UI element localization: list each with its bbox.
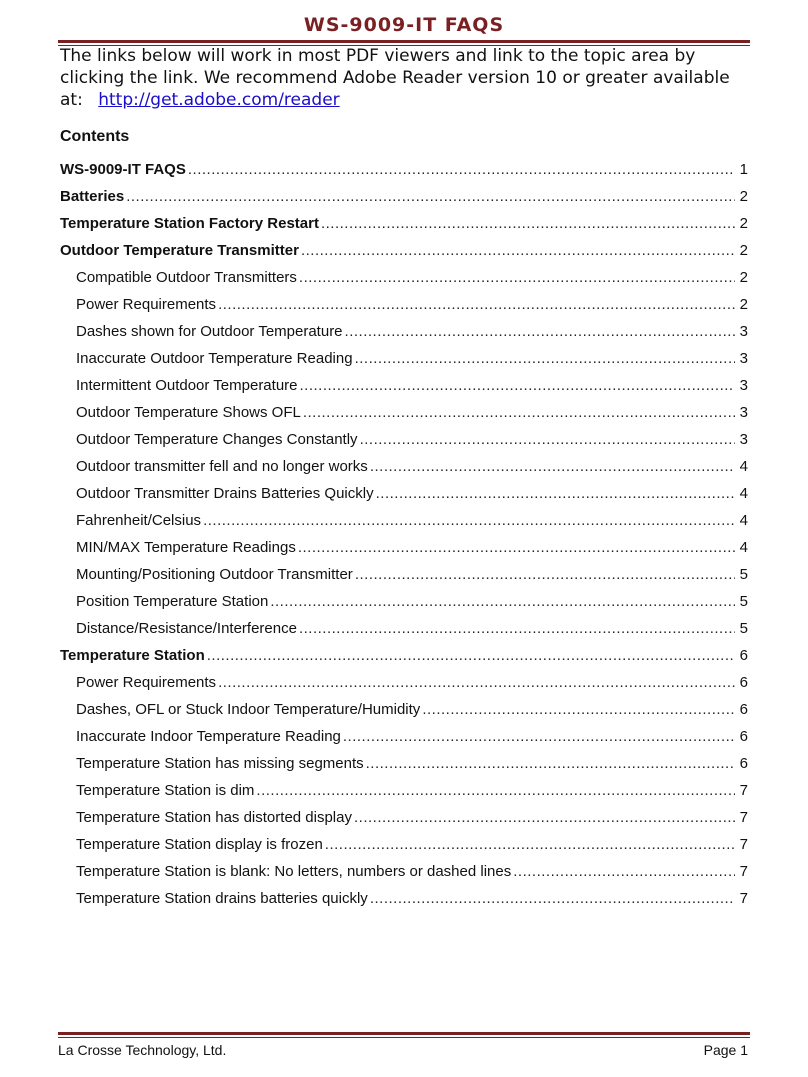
toc-entry[interactable] — [76, 782, 748, 809]
toc-dot-leader — [256, 782, 735, 799]
toc-dot-leader — [299, 269, 735, 286]
toc-entry-page: 2 — [739, 188, 748, 205]
toc-entry[interactable] — [76, 674, 748, 701]
toc-entry[interactable] — [76, 404, 748, 431]
toc-dot-leader — [298, 539, 735, 556]
toc-dot-leader — [321, 215, 735, 232]
toc-entry-page: 6 — [739, 728, 748, 745]
toc-dot-leader — [376, 485, 735, 502]
toc-dot-leader — [300, 377, 736, 394]
toc-entry-title: Temperature Station display is frozen — [76, 836, 323, 853]
toc-entry-page: 7 — [739, 782, 748, 799]
toc-entry[interactable] — [60, 242, 748, 269]
toc-entry[interactable] — [76, 593, 748, 620]
toc-entry-page: 3 — [739, 404, 748, 421]
toc-entry-page: 1 — [739, 161, 748, 178]
footer-rule-thick — [58, 1032, 750, 1035]
toc-entry-title: Position Temperature Station — [76, 593, 269, 610]
toc-entry[interactable] — [76, 512, 748, 539]
toc-entry-page: 3 — [739, 350, 748, 367]
toc-entry[interactable] — [76, 269, 748, 296]
toc-entry-title: Inaccurate Indoor Temperature Reading — [76, 728, 341, 745]
toc-dot-leader — [513, 863, 735, 880]
toc-entry-title: Mounting/Positioning Outdoor Transmitter — [76, 566, 353, 583]
toc-entry-title: Dashes, OFL or Stuck Indoor Temperature/Humidity — [76, 701, 421, 718]
toc-dot-leader — [270, 593, 735, 610]
toc-dot-leader — [360, 431, 735, 448]
toc-entry-page: 7 — [739, 836, 748, 853]
toc-dot-leader — [126, 188, 735, 205]
toc-entry[interactable] — [76, 539, 748, 566]
toc-entry-title: Temperature Station has missing segments — [76, 755, 364, 772]
header-rule-thick — [58, 40, 750, 43]
intro-paragraph — [60, 45, 750, 111]
toc-entry-title: Temperature Station is blank: No letters, numbers or dashed lines — [76, 863, 512, 880]
toc-entry-title: WS-9009-IT FAQS — [60, 161, 186, 178]
toc-entry-page: 7 — [739, 890, 748, 907]
page-title: WS-9009-IT FAQS — [303, 14, 505, 36]
toc-entry[interactable] — [76, 566, 748, 593]
toc-entry-page: 4 — [739, 485, 748, 502]
toc-entry-page: 2 — [739, 215, 748, 232]
toc-entry[interactable] — [76, 458, 748, 485]
toc-entry[interactable] — [76, 836, 748, 863]
toc-entry[interactable] — [76, 755, 748, 782]
toc-entry-title: Intermittent Outdoor Temperature — [76, 377, 298, 394]
toc-dot-leader — [207, 647, 735, 664]
toc-entry-title: Temperature Station — [60, 647, 205, 664]
toc-entry-page: 5 — [739, 566, 748, 583]
toc-entry[interactable] — [76, 485, 748, 512]
toc-entry-page: 2 — [739, 269, 748, 286]
toc-entry[interactable] — [76, 863, 748, 890]
toc-dot-leader — [370, 890, 735, 907]
intro-text: The links below will work in most PDF viewers and link to the topic area by clicking the link. We recommend Adobe Reader version 10 or greater available at: — [60, 46, 730, 110]
toc-dot-leader — [218, 296, 735, 313]
toc-entry-title: Temperature Station drains batteries quickly — [76, 890, 368, 907]
toc-entry-title: Batteries — [60, 188, 125, 205]
toc-entry[interactable] — [76, 296, 748, 323]
toc-entry-title: Distance/Resistance/Interference — [76, 620, 297, 637]
toc-entry-page: 6 — [739, 674, 748, 691]
toc-entry-page: 3 — [739, 431, 748, 448]
toc-entry-title: Compatible Outdoor Transmitters — [76, 269, 297, 286]
footer-rule-thin — [58, 1037, 750, 1038]
toc-entry[interactable] — [76, 701, 748, 728]
toc-dot-leader — [355, 566, 735, 583]
toc-entry-title: Power Requirements — [76, 674, 217, 691]
table-of-contents — [0, 161, 808, 917]
toc-entry-title: Power Requirements — [76, 296, 217, 313]
toc-entry[interactable] — [76, 377, 748, 404]
toc-entry-title: Outdoor Temperature Changes Constantly — [76, 431, 358, 448]
toc-entry-page: 4 — [739, 458, 748, 475]
toc-dot-leader — [355, 350, 735, 367]
toc-entry-title: Inaccurate Outdoor Temperature Reading — [76, 350, 353, 367]
toc-entry-title: Outdoor Temperature Transmitter — [60, 242, 299, 259]
toc-entry[interactable] — [60, 188, 748, 215]
toc-dot-leader — [370, 458, 735, 475]
toc-entry-title: Outdoor Transmitter Drains Batteries Quickly — [76, 485, 374, 502]
toc-entry[interactable] — [76, 431, 748, 458]
toc-entry-title: Temperature Station has distorted display — [76, 809, 352, 826]
toc-dot-leader — [366, 755, 735, 772]
toc-dot-leader — [325, 836, 735, 853]
toc-entry-page: 6 — [739, 647, 748, 664]
toc-entry-page: 2 — [739, 296, 748, 313]
toc-entry[interactable] — [76, 350, 748, 377]
toc-entry[interactable] — [60, 647, 748, 674]
toc-entry-page: 6 — [739, 701, 748, 718]
toc-entry[interactable] — [60, 215, 748, 242]
toc-dot-leader — [343, 728, 735, 745]
toc-dot-leader — [345, 323, 735, 340]
contents-heading: Contents — [60, 128, 130, 145]
toc-dot-leader — [303, 404, 735, 421]
footer-page-number: Page 1 — [703, 1042, 748, 1058]
toc-dot-leader — [422, 701, 735, 718]
toc-entry-page: 7 — [739, 863, 748, 880]
toc-entry-title: Outdoor Temperature Shows OFL — [76, 404, 301, 421]
toc-entry-title: Outdoor transmitter fell and no longer works — [76, 458, 368, 475]
toc-entry[interactable] — [76, 323, 748, 350]
toc-entry-title: Temperature Station is dim — [76, 782, 255, 799]
toc-entry-page: 6 — [739, 755, 748, 772]
toc-entry-page: 5 — [739, 620, 748, 637]
toc-entry-title: Fahrenheit/Celsius — [76, 512, 202, 529]
toc-entry-page: 3 — [739, 377, 748, 394]
toc-entry-page: 3 — [739, 323, 748, 340]
toc-dot-leader — [218, 674, 735, 691]
toc-entry-title: MIN/MAX Temperature Readings — [76, 539, 296, 556]
toc-dot-leader — [299, 620, 735, 637]
toc-entry-page: 2 — [739, 242, 748, 259]
toc-entry-title: Dashes shown for Outdoor Temperature — [76, 323, 343, 340]
toc-entry-page: 4 — [739, 512, 748, 529]
toc-entry[interactable] — [60, 161, 748, 188]
toc-entry[interactable] — [76, 809, 748, 836]
footer-company: La Crosse Technology, Ltd. — [58, 1042, 227, 1058]
toc-entry-page: 4 — [739, 539, 748, 556]
toc-dot-leader — [188, 161, 735, 178]
toc-dot-leader — [354, 809, 735, 826]
adobe-reader-link[interactable]: http://get.adobe.com/reader — [98, 90, 340, 110]
toc-entry-page: 5 — [739, 593, 748, 610]
toc-dot-leader — [301, 242, 735, 259]
toc-entry-page: 7 — [739, 809, 748, 826]
toc-entry[interactable] — [76, 728, 748, 755]
toc-dot-leader — [203, 512, 735, 529]
toc-entry[interactable] — [76, 620, 748, 647]
toc-entry[interactable] — [76, 890, 748, 917]
toc-entry-title: Temperature Station Factory Restart — [60, 215, 319, 232]
